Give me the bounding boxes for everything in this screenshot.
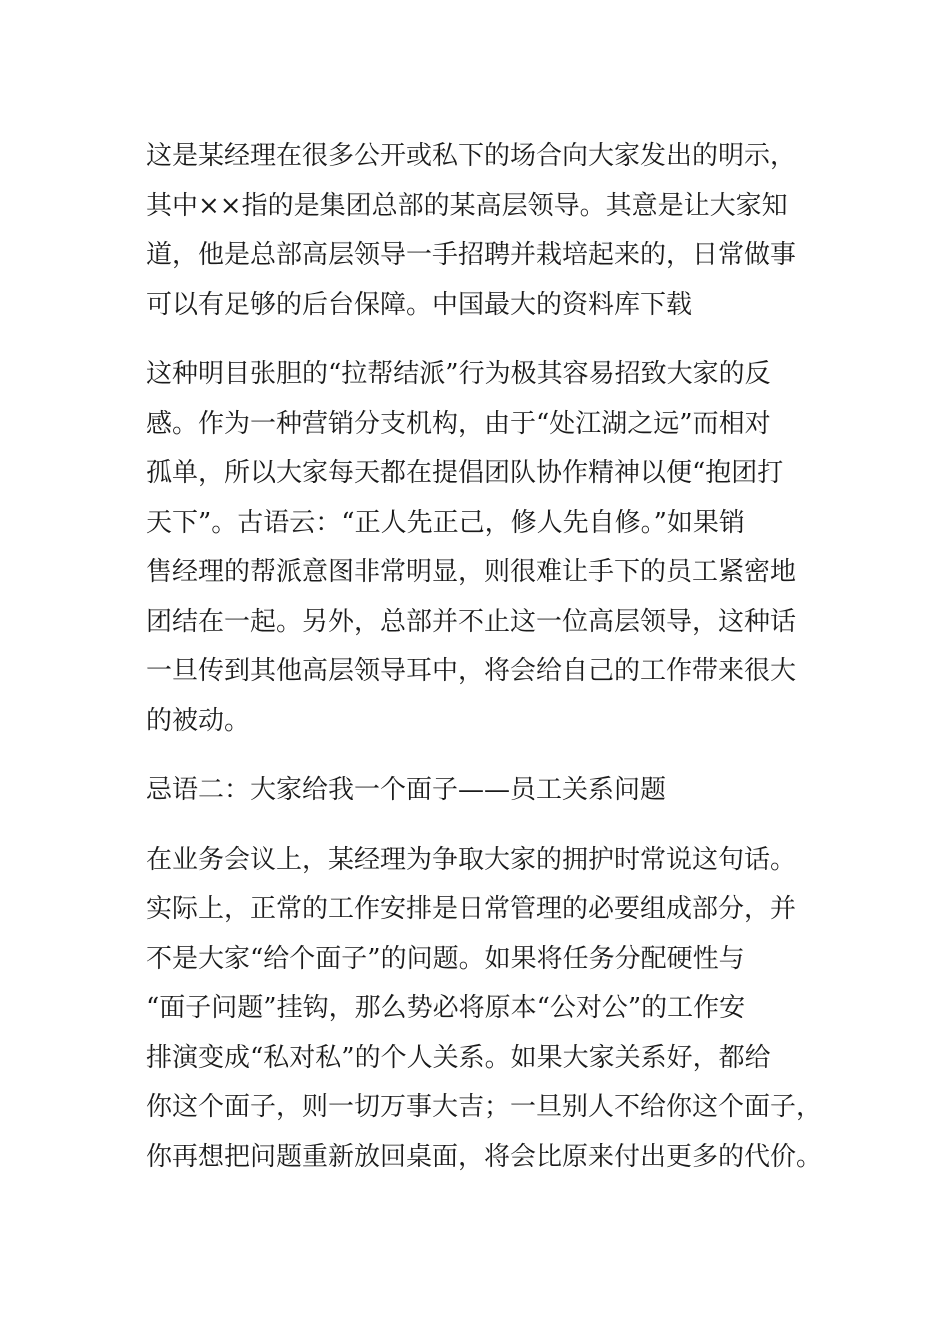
paragraph-3	[146, 836, 823, 1183]
heading-line: 忌语二：大家给我一个面子——员工关系问题	[146, 775, 667, 805]
text-line: 其中××指的是集团总部的某高层领导。其意是让大家知	[146, 190, 788, 221]
paragraph-1	[146, 132, 806, 330]
text-line: 在业务会议上，某经理为争取大家的拥护时常说这句话。	[146, 844, 797, 875]
section-heading	[146, 766, 806, 816]
text-line: 实际上，正常的工作安排是日常管理的必要组成部分，并	[146, 894, 797, 924]
text-line: 一旦传到其他高层领导耳中，将会给自己的工作带来很大	[146, 656, 797, 686]
text-line: 排演变成“私对私”的个人关系。如果大家关系好，都给	[146, 1042, 771, 1073]
text-line: 的被动。	[146, 705, 251, 736]
text-line: 感。作为一种营销分支机构，由于“处江湖之远”而相对	[146, 408, 771, 439]
text-line: 道，他是总部高层领导一手招聘并栽培起来的，日常做事	[146, 240, 797, 270]
document-body	[146, 132, 823, 1202]
text-line: “面子问题”挂钩，那么势必将原本“公对公”的工作安	[146, 993, 746, 1023]
text-line: 售经理的帮派意图非常明显，则很难让手下的员工紧密地	[146, 557, 797, 587]
paragraph-2	[146, 350, 806, 746]
text-line: 你这个面子，则一切万事大吉；一旦别人不给你这个面子，	[146, 1092, 823, 1122]
text-line: 你再想把问题重新放回桌面，将会比原来付出更多的代价。	[146, 1141, 823, 1172]
text-line: 这是某经理在很多公开或私下的场合向大家发出的明示，	[146, 141, 797, 171]
text-line: 天下”。古语云：“正人先正己，修人先自修。”如果销	[146, 507, 745, 538]
text-line: 孤单，所以大家每天都在提倡团队协作精神以便“抱团打	[146, 458, 784, 488]
text-line: 团结在一起。另外，总部并不止这一位高层领导，这种话	[146, 606, 797, 637]
text-line: 这种明目张胆的“拉帮结派”行为极其容易招致大家的反	[146, 359, 771, 389]
text-line: 不是大家“给个面子”的问题。如果将任务分配硬性与	[146, 943, 745, 974]
text-line: 可以有足够的后台保障。中国最大的资料库下载	[146, 289, 693, 320]
